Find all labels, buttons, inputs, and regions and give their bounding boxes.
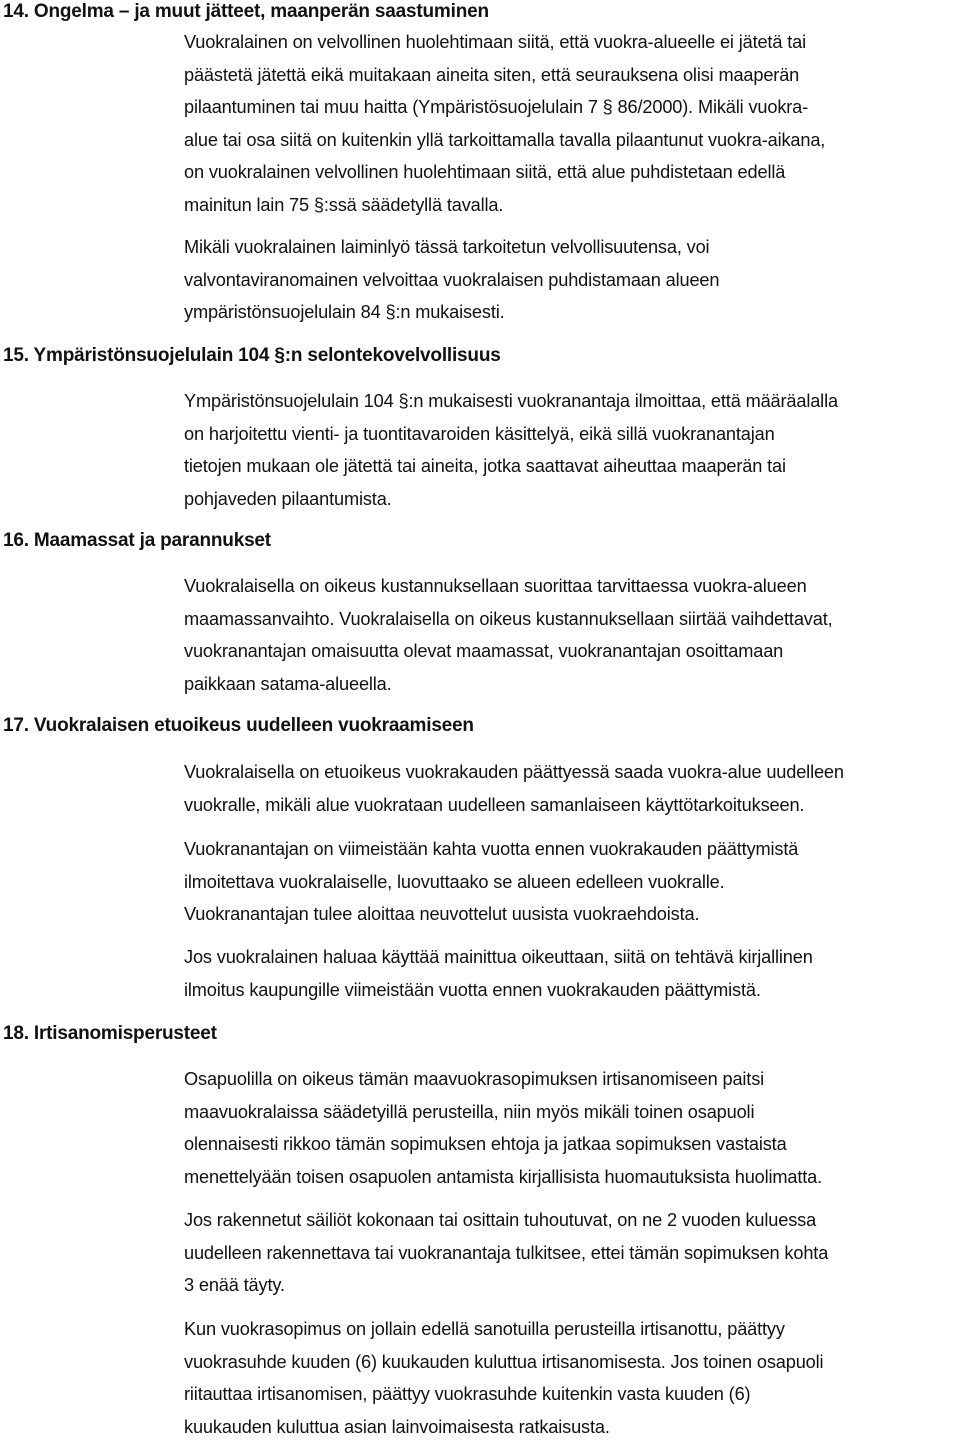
section-18-paragraph-3 bbox=[184, 1313, 956, 1443]
section-18-paragraph-2 bbox=[184, 1204, 956, 1302]
section-15-paragraph-1 bbox=[184, 385, 956, 515]
text-line: vuokranantajan omaisuutta olevat maamassat, vuokranantajan osoittamaan bbox=[184, 635, 956, 668]
section-17-heading: 17. Vuokralaisen etuoikeus uudelleen vuokraamiseen bbox=[3, 714, 474, 738]
text-line: vuokrasuhde kuuden (6) kuukauden kuluttua irtisanomisesta. Jos toinen osapuoli bbox=[184, 1346, 956, 1379]
section-17-paragraph-1 bbox=[184, 756, 956, 821]
section-17-paragraph-3 bbox=[184, 941, 956, 1006]
section-14-heading: 14. Ongelma – ja muut jätteet, maanperän saastuminen bbox=[3, 0, 489, 24]
text-line: maavuokralaissa säädetyillä perusteilla, niin myös mikäli toinen osapuoli bbox=[184, 1096, 956, 1129]
section-14-paragraph-1 bbox=[184, 26, 956, 221]
text-line: olennaisesti rikkoo tämän sopimuksen ehtoja ja jatkaa sopimuksen vastaista bbox=[184, 1128, 956, 1161]
text-line: maamassanvaihto. Vuokralaisella on oikeus kustannuksellaan siirtää vaihdettavat, bbox=[184, 603, 956, 636]
text-line: mainitun lain 75 §:ssä säädetyllä tavalla. bbox=[184, 189, 956, 222]
text-line: ympäristönsuojelulain 84 §:n mukaisesti. bbox=[184, 296, 956, 329]
text-line: Osapuolilla on oikeus tämän maavuokrasopimuksen irtisanomiseen paitsi bbox=[184, 1063, 956, 1096]
text-line: 3 enää täyty. bbox=[184, 1269, 956, 1302]
text-line: on harjoitettu vienti- ja tuontitavaroiden käsittelyä, eikä sillä vuokranantajan bbox=[184, 418, 956, 451]
text-line: ilmoitus kaupungille viimeistään vuotta ennen vuokrakauden päättymistä. bbox=[184, 974, 956, 1007]
text-line: menettelyään toisen osapuolen antamista kirjallisista huomautuksista huolimatta. bbox=[184, 1161, 956, 1194]
text-line: Jos rakennetut säiliöt kokonaan tai osittain tuhoutuvat, on ne 2 vuoden kuluessa bbox=[184, 1204, 956, 1237]
text-line: ilmoitettava vuokralaiselle, luovuttaako se alueen edelleen vuokralle. bbox=[184, 866, 956, 899]
text-line: valvontaviranomainen velvoittaa vuokralaisen puhdistamaan alueen bbox=[184, 264, 956, 297]
section-16-heading: 16. Maamassat ja parannukset bbox=[3, 529, 271, 553]
text-line: päästetä jätettä eikä muitakaan aineita siten, että seurauksena olisi maaperän bbox=[184, 59, 956, 92]
text-line: pohjaveden pilaantumista. bbox=[184, 483, 956, 516]
text-line: on vuokralainen velvollinen huolehtimaan siitä, että alue puhdistetaan edellä bbox=[184, 156, 956, 189]
text-line: Ympäristönsuojelulain 104 §:n mukaisesti vuokranantaja ilmoittaa, että määräalalla bbox=[184, 385, 956, 418]
text-line: paikkaan satama-alueella. bbox=[184, 668, 956, 701]
text-line: tietojen mukaan ole jätettä tai aineita, jotka saattavat aiheuttaa maaperän tai bbox=[184, 450, 956, 483]
text-line: Jos vuokralainen haluaa käyttää mainittua oikeuttaan, siitä on tehtävä kirjallinen bbox=[184, 941, 956, 974]
text-line: Vuokralainen on velvollinen huolehtimaan siitä, että vuokra-alueelle ei jätetä tai bbox=[184, 26, 956, 59]
section-18-heading: 18. Irtisanomisperusteet bbox=[3, 1022, 217, 1046]
text-line: Vuokranantajan tulee aloittaa neuvottelut uusista vuokraehdoista. bbox=[184, 898, 956, 931]
text-line: vuokralle, mikäli alue vuokrataan uudelleen samanlaiseen käyttötarkoitukseen. bbox=[184, 789, 956, 822]
section-17-paragraph-2 bbox=[184, 833, 956, 931]
text-line: kuukauden kuluttua asian lainvoimaisesta ratkaisusta. bbox=[184, 1411, 956, 1443]
text-line: Kun vuokrasopimus on jollain edellä sanotuilla perusteilla irtisanottu, päättyy bbox=[184, 1313, 956, 1346]
text-line: riitauttaa irtisanomisen, päättyy vuokrasuhde kuitenkin vasta kuuden (6) bbox=[184, 1378, 956, 1411]
text-line: uudelleen rakennettava tai vuokranantaja tulkitsee, ettei tämän sopimuksen kohta bbox=[184, 1237, 956, 1270]
text-line: Mikäli vuokralainen laiminlyö tässä tarkoitetun velvollisuutensa, voi bbox=[184, 231, 956, 264]
section-18-paragraph-1 bbox=[184, 1063, 956, 1193]
section-14-paragraph-2 bbox=[184, 231, 956, 329]
text-line: Vuokralaisella on oikeus kustannuksellaan suorittaa tarvittaessa vuokra-alueen bbox=[184, 570, 956, 603]
text-line: alue tai osa siitä on kuitenkin yllä tarkoittamalla tavalla pilaantunut vuokra-aikana, bbox=[184, 124, 956, 157]
section-15-heading: 15. Ympäristönsuojelulain 104 §:n selontekovelvollisuus bbox=[3, 344, 501, 368]
text-line: Vuokranantajan on viimeistään kahta vuotta ennen vuokrakauden päättymistä bbox=[184, 833, 956, 866]
text-line: Vuokralaisella on etuoikeus vuokrakauden päättyessä saada vuokra-alue uudelleen bbox=[184, 756, 956, 789]
text-line: pilaantuminen tai muu haitta (Ympäristösuojelulain 7 § 86/2000). Mikäli vuokra- bbox=[184, 91, 956, 124]
section-16-paragraph-1 bbox=[184, 570, 956, 700]
